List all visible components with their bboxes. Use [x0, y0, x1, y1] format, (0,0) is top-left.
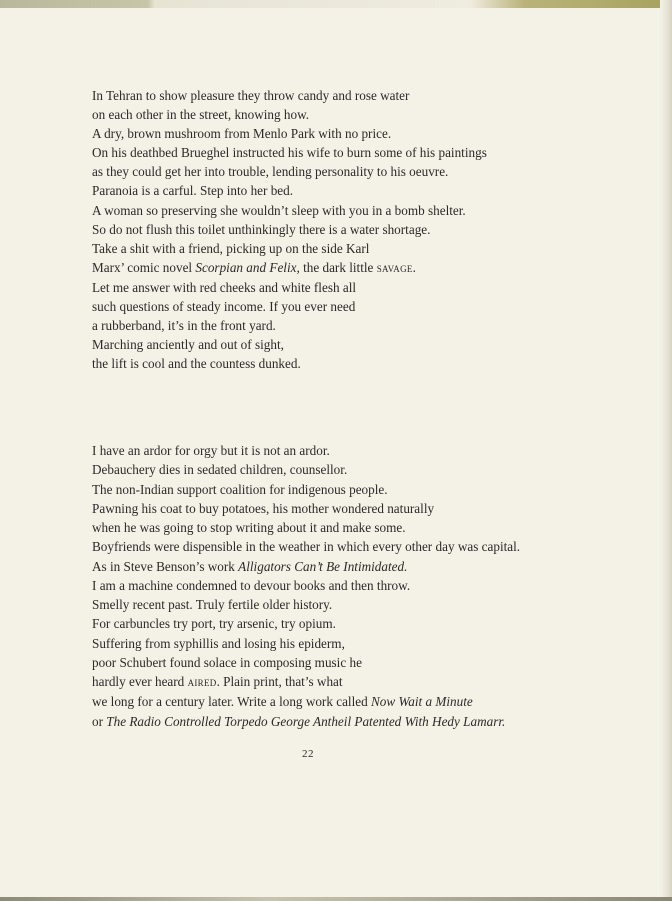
line-text: the dark little — [299, 259, 377, 275]
poem-line — [92, 258, 652, 278]
work-title: Now Wait a Minute — [371, 694, 473, 710]
line-text: . — [412, 259, 416, 275]
poem-line: as they could get her into trouble, lending personality to his oeuvre. — [92, 164, 449, 180]
poem-line — [92, 557, 652, 576]
poem-line: such questions of steady income. If you ever need — [92, 299, 356, 315]
scan-bottom-edge — [0, 897, 672, 901]
poem-line: a rubberband, it’s in the front yard. — [92, 318, 276, 334]
book-title: Scorpian and Felix, — [195, 259, 300, 275]
line-text: As in Steve Benson’s work — [92, 558, 239, 574]
poem-line: A woman so preserving she wouldn’t sleep with you in a bomb shelter. — [92, 202, 466, 218]
poem-line: Marching anciently and out of sight, — [92, 337, 284, 353]
poem-line: Debauchery dies in sedated children, counsellor. — [92, 462, 348, 478]
poem-line: Boyfriends were dispensible in the weather in which every other day was capital. — [92, 539, 521, 555]
poem-line — [92, 712, 652, 731]
poem-stanza-2 — [92, 441, 652, 731]
poem-line: For carbuncles try port, try arsenic, try opium. — [92, 616, 336, 632]
poem-line: A dry, brown mushroom from Menlo Park with no price. — [92, 126, 392, 142]
poem-line: Paranoia is a carful. Step into her bed. — [92, 183, 294, 199]
scan-right-edge — [660, 0, 672, 901]
poem-line: I am a machine condemned to devour books and then throw. — [92, 577, 411, 593]
work-title: The Radio Controlled Torpedo George Antheil Patented With Hedy Lamarr. — [106, 713, 506, 729]
poem-line: The non-Indian support coalition for indigenous people. — [92, 481, 388, 497]
poem-line: on each other in the street, knowing how. — [92, 107, 310, 123]
line-text: . Plain print, that’s what — [216, 674, 343, 689]
poem-line: In Tehran to show pleasure they throw candy and rose water — [92, 88, 410, 103]
line-text: or — [92, 713, 107, 729]
poem-line: poor Schubert found solace in composing music he — [92, 654, 362, 670]
small-caps-word: savage — [376, 260, 413, 275]
poem-line: So do not flush this toilet unthinkingly there is a water shortage. — [92, 221, 431, 237]
poem-line: when he was going to stop writing about it and make some. — [92, 520, 406, 535]
poem-line: Suffering from syphillis and losing his epiderm, — [92, 635, 345, 651]
poem-line: On his deathbed Brueghel instructed his wife to burn some of his paintings — [92, 145, 487, 161]
poem-stanza-1 — [92, 86, 652, 373]
poem-line: the lift is cool and the countess dunked. — [92, 356, 301, 372]
line-text: hardly ever heard — [92, 674, 188, 689]
small-caps-word: aired — [187, 675, 217, 689]
line-text: Marx’ comic novel — [92, 259, 196, 275]
scan-top-edge — [0, 0, 672, 8]
book-title: Alligators Can’t Be Intimidated. — [238, 558, 408, 574]
poem-line — [92, 672, 652, 692]
poem-line: I have an ardor for orgy but it is not an ardor. — [92, 443, 330, 458]
poem-line: Take a shit with a friend, picking up on the side Karl — [92, 240, 370, 256]
poem-line: Let me answer with red cheeks and white flesh all — [92, 279, 357, 295]
page-number: 22 — [302, 748, 314, 760]
line-text: we long for a century later. Write a long work called — [92, 694, 371, 710]
poem-line — [92, 692, 652, 711]
poem-line: Pawning his coat to buy potatoes, his mother wondered naturally — [92, 500, 435, 516]
poem-line: Smelly recent past. Truly fertile older history. — [92, 597, 333, 612]
